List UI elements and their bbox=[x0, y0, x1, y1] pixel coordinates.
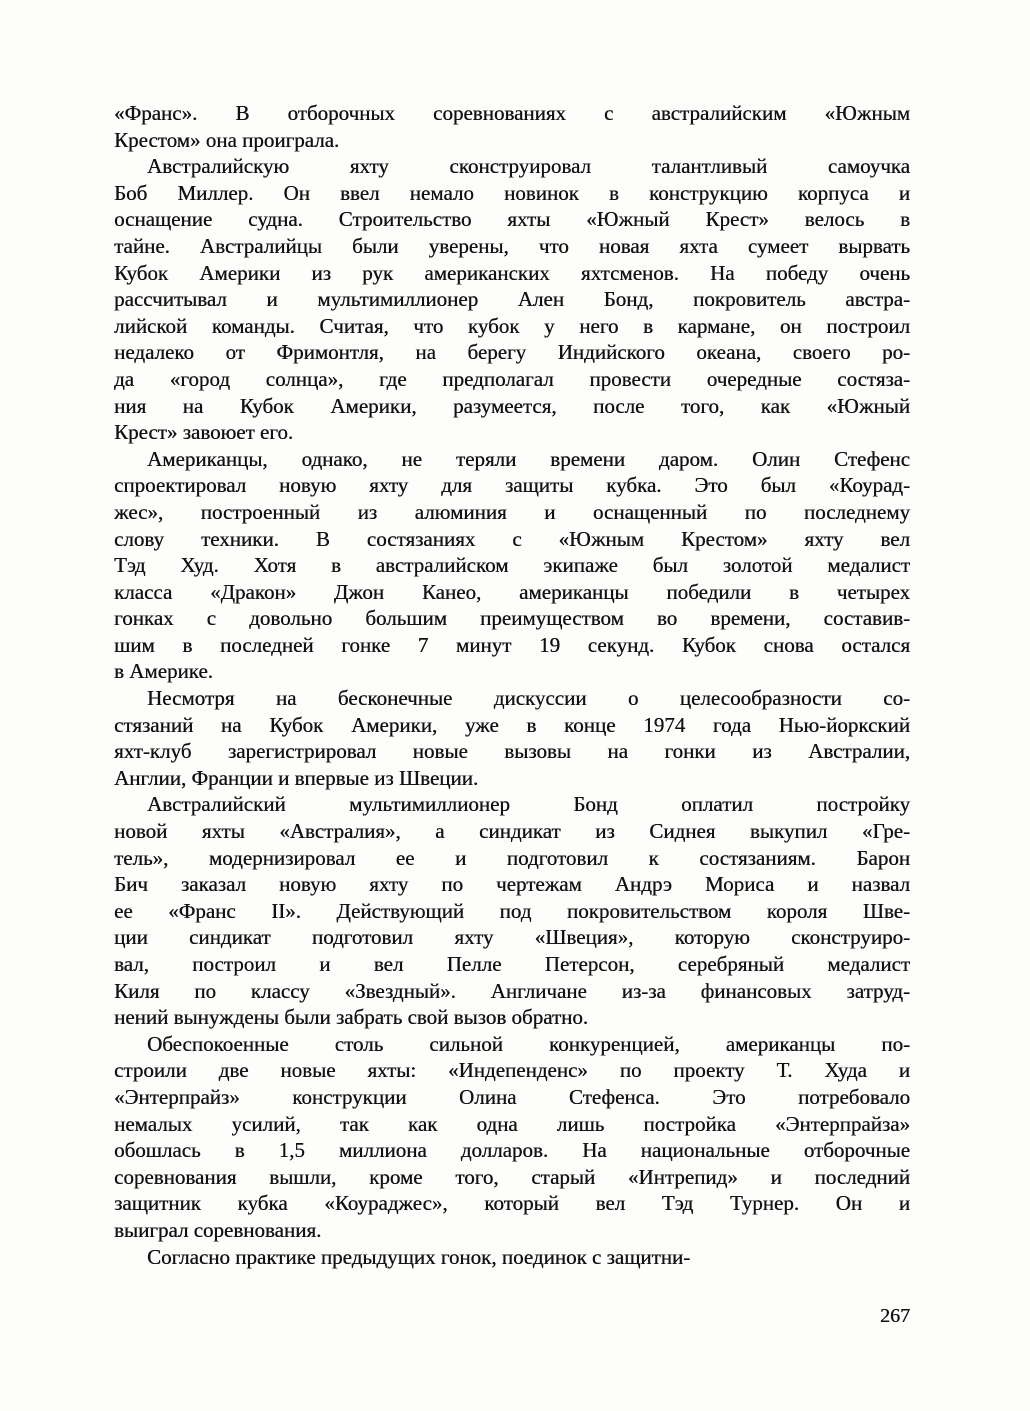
paragraph bbox=[114, 791, 910, 1030]
text-line: тель», модернизировал ее и подготовил к состязаниям. Барон bbox=[114, 845, 910, 870]
page-number: 267 bbox=[880, 1305, 910, 1327]
text-line: Тэд Худ. Хотя в австралийском экипаже был золотой медалист bbox=[114, 553, 910, 578]
text-line: ее «Франс II». Действующий под покровительством короля Шве- bbox=[114, 898, 910, 923]
text-line: защитник кубка «Коураджес», который вел Тэд Турнер. Он и bbox=[114, 1191, 910, 1216]
text-line: Австралийскую яхту сконструировал талантливый самоучка bbox=[147, 154, 910, 179]
text-line: рассчитывал и мультимиллионер Ален Бонд, покровитель австра- bbox=[114, 287, 910, 312]
text-line: гонках с довольно большим преимуществом во времени, составив- bbox=[114, 606, 910, 631]
text-line: ния на Кубок Америки, разумеется, после того, как «Южный bbox=[114, 393, 910, 418]
paragraph bbox=[114, 153, 910, 446]
text-line: слову техники. В состязаниях с «Южным Крестом» яхту вел bbox=[114, 526, 910, 551]
text-line: шим в последней гонке 7 минут 19 секунд. Кубок снова остался bbox=[114, 632, 910, 657]
text-line: Кубок Америки из рук американских яхтсменов. На победу очень bbox=[114, 260, 910, 285]
text-line: Несмотря на бесконечные дискуссии о целесообразности со- bbox=[147, 686, 910, 711]
text-line: выиграл соревнования. bbox=[114, 1217, 322, 1242]
text-line: лийской команды. Считая, что кубок у него в кармане, он построил bbox=[114, 313, 910, 338]
text-line: оснащение судна. Строительство яхты «Южный Крест» велось в bbox=[114, 207, 910, 232]
text-line: Англии, Франции и впервые из Швеции. bbox=[114, 765, 479, 790]
text-line: вал, построил и вел Пелле Петерсон, серебряный медалист bbox=[114, 952, 910, 976]
paragraph bbox=[114, 1244, 910, 1271]
paragraph bbox=[114, 100, 910, 153]
paragraph bbox=[114, 685, 910, 791]
text-line: спроектировал новую яхту для защиты кубка. Это был «Коурад- bbox=[114, 473, 910, 498]
text-line: строили две новые яхты: «Индепенденс» по проекту Т. Худа и bbox=[114, 1058, 910, 1083]
text-line: в Америке. bbox=[114, 659, 213, 684]
text-line: жес», построенный из алюминия и оснащенный по последнему bbox=[114, 499, 910, 524]
text-line: обошлась в 1,5 миллиона долларов. На национальные отборочные bbox=[114, 1138, 910, 1163]
text-line: немалых усилий, так как одна лишь постройка «Энтерпрайза» bbox=[114, 1111, 910, 1136]
paragraph bbox=[114, 1031, 910, 1244]
text-line: яхт-клуб зарегистрировал новые вызовы на гонки из Австралии, bbox=[114, 739, 910, 764]
text-line: «Энтерпрайз» конструкции Олина Стефенса. Это потребовало bbox=[114, 1084, 910, 1109]
text-line: Американцы, однако, не теряли времени даром. Олин Стефенс bbox=[147, 446, 910, 471]
text-line: Бич заказал новую яхту по чертежам Андрэ Мориса и назвал bbox=[114, 872, 910, 897]
text-line: Крестом» она проиграла. bbox=[114, 127, 340, 152]
text-line: нений вынуждены были забрать свой вызов обратно. bbox=[114, 1005, 589, 1030]
text-line: соревнования вышли, кроме того, старый «Интрепид» и последний bbox=[114, 1164, 910, 1189]
text-line: Крест» завоюет его. bbox=[114, 420, 294, 445]
text-line: да «город солнца», где предполагал провести очередные состяза- bbox=[114, 366, 910, 391]
text-line: стязаний на Кубок Америки, уже в конце 1974 года Нью-йоркский bbox=[114, 712, 910, 737]
text-line: Австралийский мультимиллионер Бонд оплатил постройку bbox=[147, 792, 910, 817]
text-line: Согласно практике предыдущих гонок, поединок с защитни- bbox=[147, 1244, 691, 1269]
text-line: ции синдикат подготовил яхту «Швеция», которую сконструиро- bbox=[114, 925, 910, 950]
text-line: тайне. Австралийцы были уверены, что новая яхта сумеет вырвать bbox=[114, 233, 910, 258]
text-line: недалеко от Фримонтля, на берегу Индийского океана, своего ро- bbox=[114, 340, 910, 365]
text-line: Боб Миллер. Он ввел немало новинок в конструкцию корпуса и bbox=[114, 180, 910, 205]
body-text bbox=[114, 100, 910, 1270]
text-line: Обеспокоенные столь сильной конкуренцией, американцы по- bbox=[147, 1031, 910, 1056]
text-line: «Франс». В отборочных соревнованиях с австралийским «Южным bbox=[114, 101, 910, 125]
text-line: новой яхты «Австралия», а синдикат из Сиднея выкупил «Гре- bbox=[114, 819, 910, 844]
text-line: Киля по классу «Звездный». Англичане из-за финансовых затруд- bbox=[114, 978, 910, 1003]
paragraph bbox=[114, 446, 910, 685]
text-line: класса «Дракон» Джон Канео, американцы победили в четырех bbox=[114, 579, 910, 604]
